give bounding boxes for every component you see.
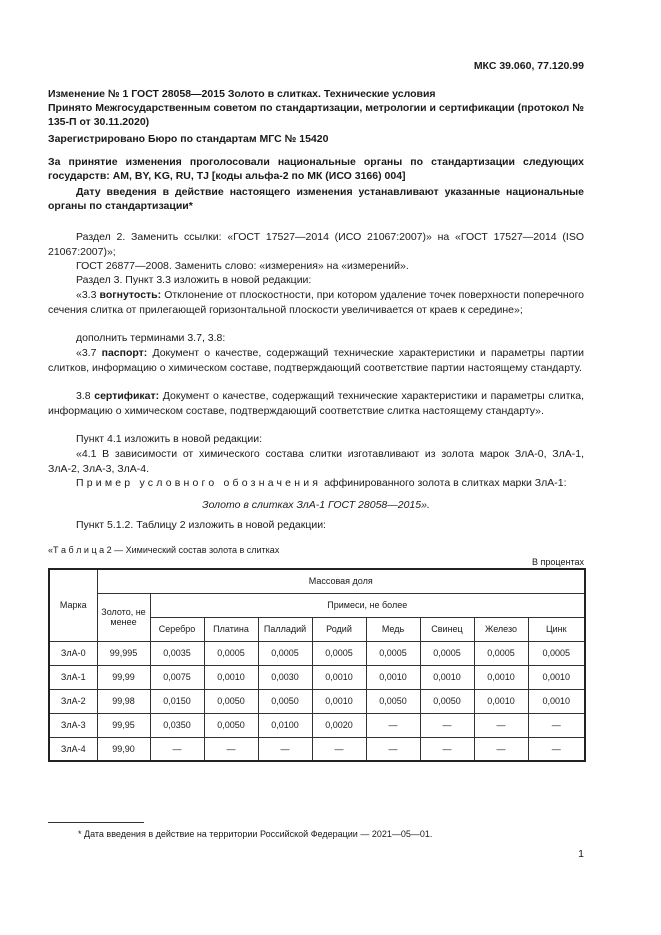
cell-iron: — <box>474 737 528 761</box>
cell-lead: 0,0005 <box>420 641 474 665</box>
term-3-7 <box>48 346 584 375</box>
term-3-3-definition: Отклонение от плоскостности, при котором удаление точек поверхности поперечного сечения слитка от прилегающей горизонтальной плоскости увеличивается от краев к середине»; <box>48 289 585 316</box>
paragraph-add-terms: дополнить терминами 3.7, 3.8: <box>76 332 226 344</box>
table-row <box>49 665 585 689</box>
cell-iron: — <box>474 713 528 737</box>
term-3-8-name: сертификат: <box>94 390 160 402</box>
header-gold: Золото, не менее <box>97 593 150 641</box>
cell-gold: 99,99 <box>97 665 150 689</box>
header-silver: Серебро <box>150 617 204 641</box>
footnote-divider <box>48 822 144 823</box>
cell-platinum: 0,0050 <box>204 713 258 737</box>
cell-silver: 0,0150 <box>150 689 204 713</box>
header-lead: Свинец <box>420 617 474 641</box>
accepted-statement: Принято Межгосударственным советом по стандартизации, метрологии и сертификации (протокол № 135-П от 30.11.2020) <box>48 102 584 128</box>
header-mass-fraction: Массовая доля <box>97 569 585 593</box>
cell-platinum: 0,0050 <box>204 689 258 713</box>
cell-gold: 99,90 <box>97 737 150 761</box>
cell-copper: 0,0050 <box>366 689 420 713</box>
cell-rhodium: 0,0005 <box>312 641 366 665</box>
header-impurities: Примеси, не более <box>150 593 585 617</box>
paragraph-4-1-intro: Пункт 4.1 изложить в новой редакции: <box>76 433 263 445</box>
term-3-7-definition: Документ о качестве, содержащий технические характеристики и параметры партии слитков, информацию о химическом составе, подтверждающий соответствие партии настоящему стандарту. <box>48 347 584 374</box>
cell-copper: 0,0005 <box>366 641 420 665</box>
cell-rhodium: 0,0010 <box>312 665 366 689</box>
cell-palladium: 0,0050 <box>258 689 312 713</box>
cell-lead: 0,0050 <box>420 689 474 713</box>
paragraph-5-1-2: Пункт 5.1.2. Таблицу 2 изложить в новой редакции: <box>76 519 326 531</box>
cell-lead: 0,0010 <box>420 665 474 689</box>
table-caption-text: — Химический состав золота в слитках <box>111 545 280 555</box>
chemical-composition-table <box>48 568 586 762</box>
example-formula: Золото в слитках ЗлА-1 ГОСТ 28058—2015». <box>202 499 430 511</box>
cell-mark: ЗлА-1 <box>49 665 97 689</box>
cell-palladium: 0,0100 <box>258 713 312 737</box>
header-mark: Марка <box>49 569 97 641</box>
term-3-3-number: «3.3 <box>76 289 100 301</box>
cell-zinc: — <box>528 713 585 737</box>
cell-mark: ЗлА-0 <box>49 641 97 665</box>
cell-palladium: 0,0005 <box>258 641 312 665</box>
cell-silver: 0,0350 <box>150 713 204 737</box>
paragraph-section2: Раздел 2. Заменить ссылки: «ГОСТ 17527—2014 (ИСО 21067:2007)» на «ГОСТ 17527—2014 (ISO 21067:2007)»; <box>48 231 584 258</box>
header-row-1 <box>49 569 585 593</box>
cell-zinc: — <box>528 737 585 761</box>
term-3-8 <box>48 389 584 418</box>
footnote: * Дата введения в действие на территории Российской Федерации — 2021—05—01. <box>78 829 433 839</box>
voted-statement: За принятие изменения проголосовали национальные органы по стандартизации следующих государств: AM, BY, KG, RU, TJ [коды альфа-2 по МК (ИСО 3166) 004] <box>48 156 584 182</box>
table-caption-label: «Т а б л и ц а 2 <box>48 545 112 555</box>
header-rhodium: Родий <box>312 617 366 641</box>
header-zinc: Цинк <box>528 617 585 641</box>
registered-statement: Зарегистрировано Бюро по стандартам МГС № 15420 <box>48 133 329 145</box>
term-3-7-number: «3.7 <box>76 347 102 359</box>
cell-platinum: 0,0005 <box>204 641 258 665</box>
cell-silver: 0,0075 <box>150 665 204 689</box>
cell-rhodium: 0,0020 <box>312 713 366 737</box>
term-3-3-name: вогнутость: <box>99 289 162 301</box>
table-row <box>49 713 585 737</box>
cell-iron: 0,0010 <box>474 665 528 689</box>
cell-silver: 0,0035 <box>150 641 204 665</box>
term-3-7-name: паспорт: <box>101 347 148 359</box>
header-palladium: Палладий <box>258 617 312 641</box>
cell-lead: — <box>420 713 474 737</box>
cell-lead: — <box>420 737 474 761</box>
example-designation <box>48 476 584 491</box>
table-units: В процентах <box>532 557 584 567</box>
cell-zinc: 0,0010 <box>528 689 585 713</box>
example-label: Пример условного обозначения <box>76 477 322 489</box>
header-platinum: Платина <box>204 617 258 641</box>
table-caption <box>48 545 279 555</box>
cell-iron: 0,0010 <box>474 689 528 713</box>
cell-gold: 99,98 <box>97 689 150 713</box>
cell-rhodium: — <box>312 737 366 761</box>
cell-iron: 0,0005 <box>474 641 528 665</box>
cell-zinc: 0,0010 <box>528 665 585 689</box>
cell-platinum: 0,0010 <box>204 665 258 689</box>
cell-rhodium: 0,0010 <box>312 689 366 713</box>
term-3-3 <box>48 288 584 317</box>
cell-zinc: 0,0005 <box>528 641 585 665</box>
cell-copper: — <box>366 737 420 761</box>
paragraph-gost26877: ГОСТ 26877—2008. Заменить слово: «измерения» на «измерений». <box>76 260 409 272</box>
cell-mark: ЗлА-3 <box>49 713 97 737</box>
table-row <box>49 689 585 713</box>
paragraph-section3: Раздел 3. Пункт 3.3 изложить в новой редакции: <box>76 274 312 286</box>
date-note: Дату введения в действие настоящего изменения устанавливают указанные национальные органы по стандартизации* <box>48 186 584 212</box>
table-row <box>49 737 585 761</box>
cell-copper: 0,0010 <box>366 665 420 689</box>
header-row-2 <box>49 593 585 617</box>
cell-mark: ЗлА-2 <box>49 689 97 713</box>
table-row <box>49 641 585 665</box>
term-3-8-definition: Документ о качестве, содержащий технические характеристики и параметры слитка, информацию о химическом составе, подтверждающий соответствие слитка настоящему стандарту». <box>48 390 584 417</box>
cell-gold: 99,995 <box>97 641 150 665</box>
cell-copper: — <box>366 713 420 737</box>
cell-silver: — <box>150 737 204 761</box>
amendment-title: Изменение № 1 ГОСТ 28058—2015 Золото в слитках. Технические условия <box>48 88 436 100</box>
cell-gold: 99,95 <box>97 713 150 737</box>
term-3-8-number: 3.8 <box>76 390 95 402</box>
cell-palladium: — <box>258 737 312 761</box>
mks-code: МКС 39.060, 77.120.99 <box>473 60 584 72</box>
example-text: аффинированного золота в слитках марки ЗлА-1: <box>321 477 567 489</box>
cell-platinum: — <box>204 737 258 761</box>
cell-mark: ЗлА-4 <box>49 737 97 761</box>
page-number: 1 <box>578 848 584 860</box>
paragraph-4-1: «4.1 В зависимости от химического состава слитки изготавливают из золота марок ЗлА-0, ЗлА-1, ЗлА-2, ЗлА-3, ЗлА-4. <box>48 448 584 475</box>
cell-palladium: 0,0030 <box>258 665 312 689</box>
header-iron: Железо <box>474 617 528 641</box>
header-copper: Медь <box>366 617 420 641</box>
